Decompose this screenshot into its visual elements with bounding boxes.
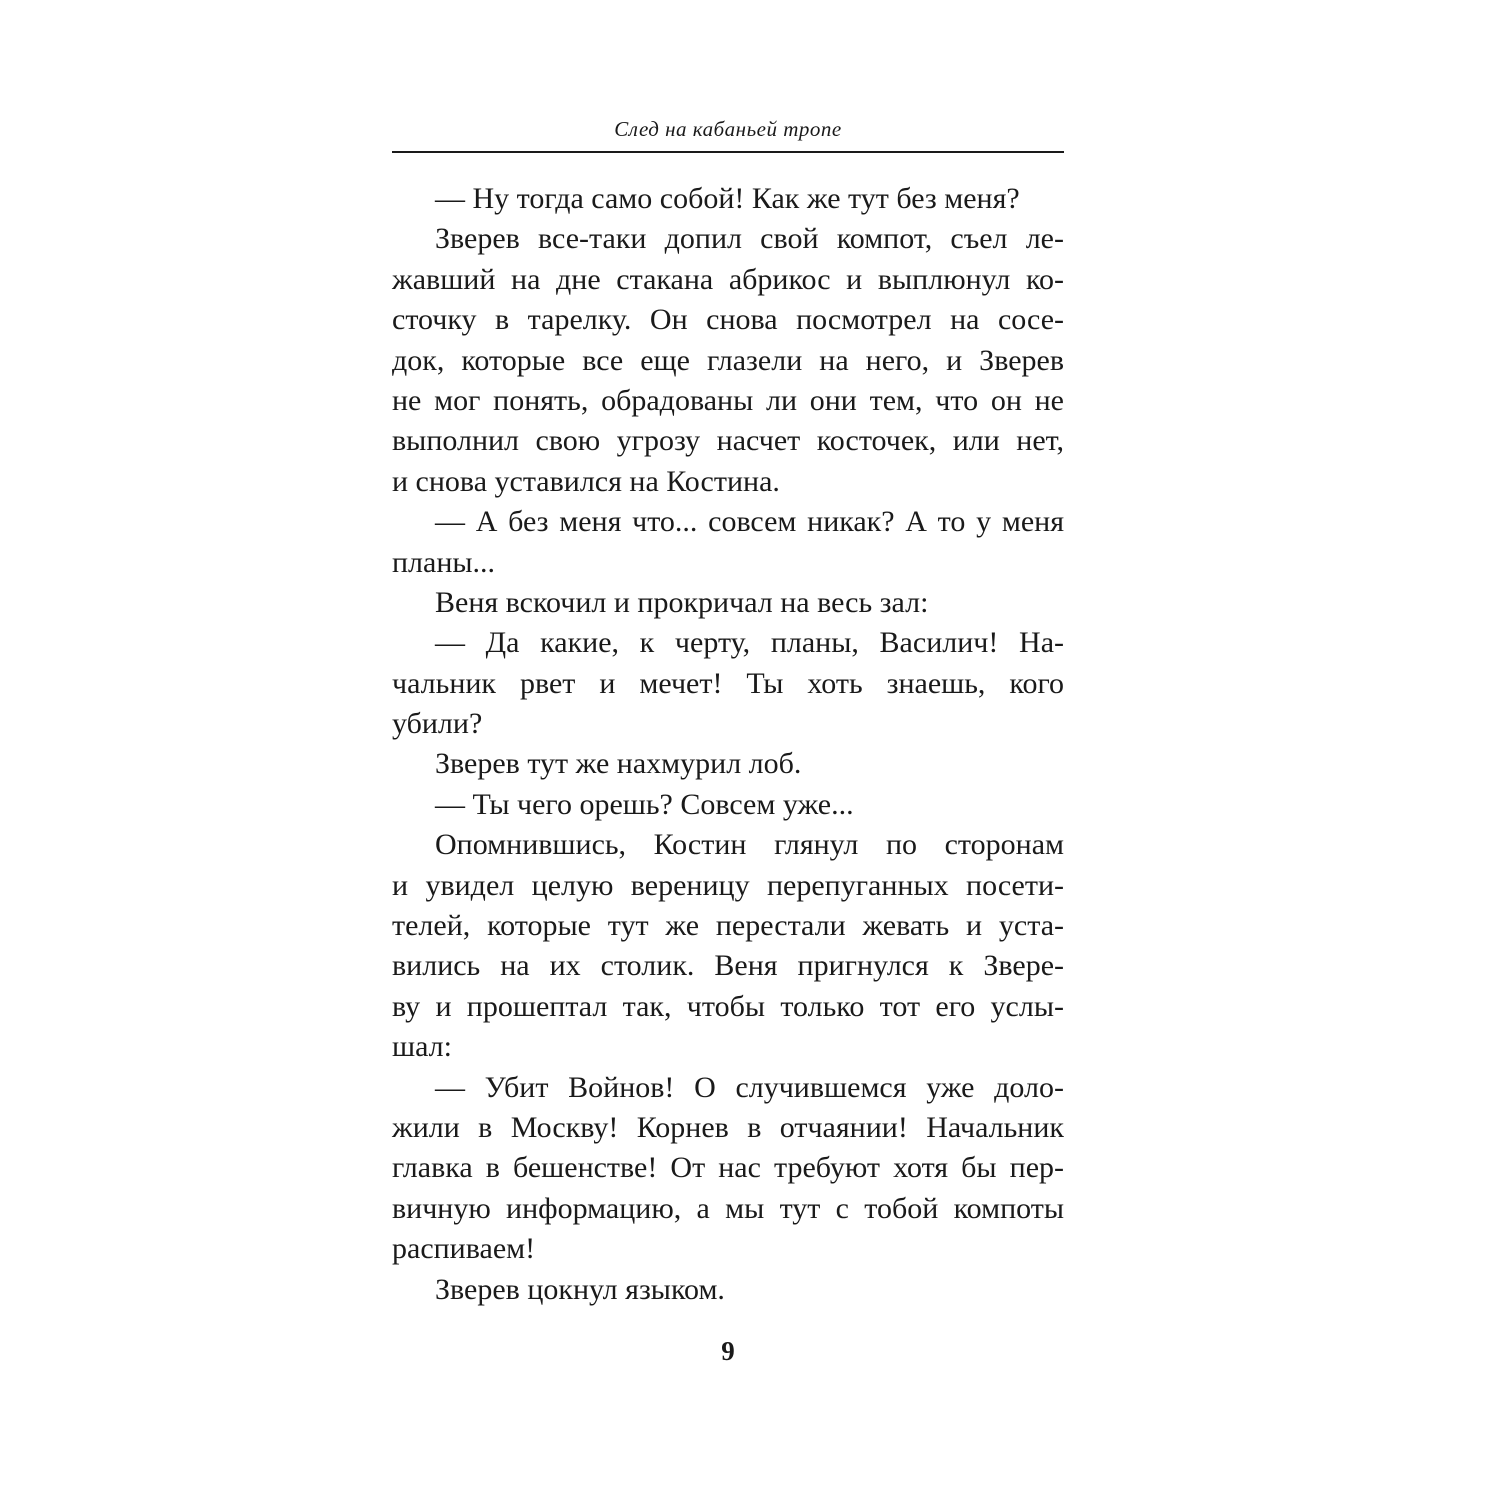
running-head: След на кабаньей тропе — [614, 117, 842, 141]
text-line: планы... — [392, 545, 496, 579]
page-number: 9 — [721, 1336, 735, 1366]
text-line: Опомнившись, Костин глянул по сторонам — [435, 828, 1064, 862]
text-line: ву и прошептал так, чтобы только тот его услы- — [392, 989, 1064, 1023]
text-line: — Ты чего орешь? Совсем уже... — [435, 787, 854, 821]
text-line: — Да какие, к черту, планы, Василич! На- — [435, 626, 1064, 660]
text-line: — А без меня что... совсем никак? А то у меня — [435, 505, 1064, 539]
header-rule — [392, 151, 1064, 153]
text-line: распиваем! — [392, 1232, 536, 1266]
text-line: жили в Москву! Корнев в отчаянии! Начальник — [392, 1110, 1064, 1144]
text-line: вились на их столик. Веня пригнулся к Звере- — [392, 949, 1064, 983]
text-line: док, которые все еще глазели на него, и Зверев — [392, 343, 1064, 377]
text-line: убили? — [392, 707, 483, 741]
text-line: телей, которые тут же перестали жевать и уста- — [392, 909, 1064, 943]
text-line: и снова уставился на Костина. — [392, 464, 780, 498]
text-line: Зверев все-таки допил свой компот, съел ле- — [435, 222, 1064, 256]
text-line: — Убит Войнов! О случившемся уже доло- — [435, 1070, 1064, 1104]
text-line: шал: — [392, 1030, 452, 1064]
text-line: Зверев цокнул языком. — [435, 1272, 725, 1306]
text-line: сточку в тарелку. Он снова посмотрел на сосе- — [392, 303, 1064, 337]
text-line: чальник рвет и мечет! Ты хоть знаешь, кого — [392, 666, 1064, 700]
text-line: — Ну тогда само собой! Как же тут без меня? — [435, 182, 1020, 215]
text-line: выполнил свою угрозу насчет косточек, или нет, — [392, 424, 1064, 458]
text-line: и увидел целую вереницу перепуганных посети- — [392, 868, 1064, 902]
text-line: Веня вскочил и прокричал на весь зал: — [435, 585, 929, 619]
text-line: вичную информацию, а мы тут с тобой компоты — [392, 1191, 1064, 1225]
text-line: не мог понять, обрадованы ли они тем, что он не — [392, 383, 1064, 417]
text-line: главка в бешенстве! От нас требуют хотя бы пер- — [392, 1151, 1064, 1185]
body-text — [392, 179, 1064, 1310]
text-line: Зверев тут же нахмурил лоб. — [435, 747, 802, 781]
text-line: жавший на дне стакана абрикос и выплюнул ко- — [392, 262, 1064, 296]
